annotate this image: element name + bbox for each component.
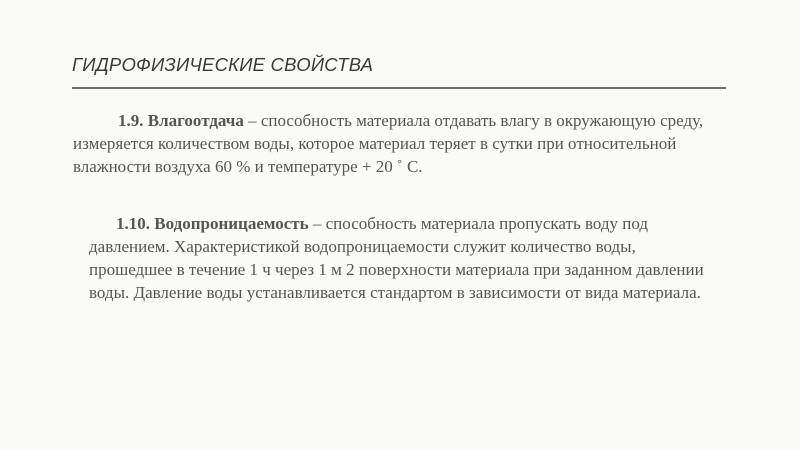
paragraph-water-permeability xyxy=(89,212,719,304)
term-water-permeability: 1.10. Водопроницаемость xyxy=(116,214,309,233)
term-moisture-release: 1.9. Влагоотдача xyxy=(118,111,244,130)
definition-water-permeability: – способность материала пропускать воду под давлением. Характеристикой водопроницаемости служит количество воды, прошедшее в течение 1 ч через 1 м 2 поверхности материала при заданном давлении воды. Давление воды устанавливается стандартом в зависимости от вида материала. xyxy=(89,214,704,302)
definition-moisture-release: – способность материала отдавать влагу в окружающую среду, измеряется количеством воды, которое материал теряет в сутки при относительной влажности воздуха 60 % и температуре + 20 ˚ С. xyxy=(73,111,704,176)
title-divider xyxy=(72,87,726,89)
paragraph-moisture-release xyxy=(73,109,728,178)
slide-title: ГИДРОФИЗИЧЕСКИЕ СВОЙСТВА xyxy=(72,54,374,75)
